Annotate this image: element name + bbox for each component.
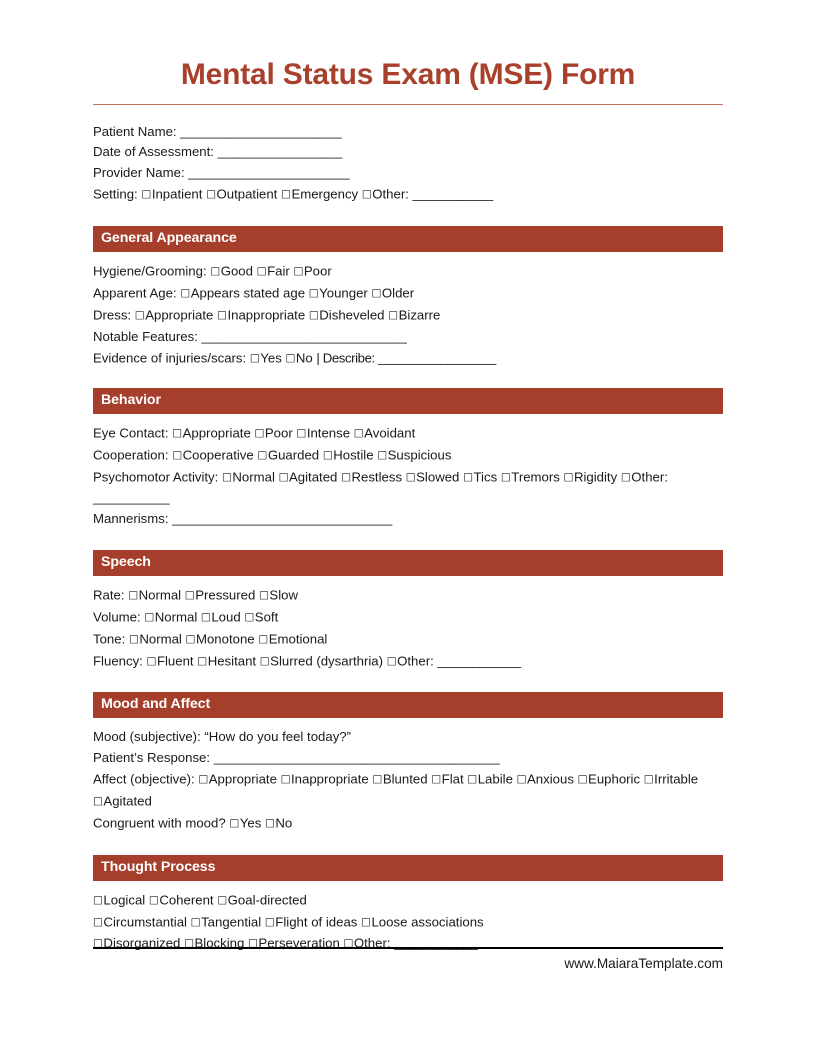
section-body <box>93 576 723 672</box>
option-label: Poor <box>303 263 332 279</box>
footer-website: www.MaiaraTemplate.com <box>564 956 723 971</box>
form-line[interactable] <box>93 445 723 466</box>
option-label: Inappropriate <box>227 307 309 323</box>
option-label: Agitated <box>103 793 152 809</box>
fill-in-blank[interactable]: ____________ <box>394 935 478 951</box>
checkbox-disorganized[interactable]: □ <box>93 937 103 950</box>
option-label: Anxious <box>527 771 578 787</box>
checkbox-agitated[interactable]: □ <box>278 470 289 483</box>
fill-in-blank[interactable]: ____________ <box>437 653 521 669</box>
option-label: Appropriate <box>182 425 255 441</box>
form-line[interactable] <box>93 283 723 304</box>
form-line[interactable] <box>93 651 723 672</box>
option-label: Euphoric <box>588 771 644 787</box>
checkbox-labile[interactable]: □ <box>467 773 478 786</box>
option-label: Loose associations <box>371 914 484 930</box>
form-line[interactable] <box>93 607 723 628</box>
option-label: Normal <box>154 609 201 625</box>
option-label: Slurred (dysarthria) <box>270 653 387 669</box>
checkbox-bizarre[interactable]: □ <box>388 308 399 321</box>
section-body <box>93 414 723 530</box>
form-line[interactable] <box>93 748 723 769</box>
checkbox-emotional[interactable]: □ <box>258 632 269 645</box>
checkbox-logical[interactable]: □ <box>93 893 103 906</box>
checkbox-setting-inpatient[interactable]: □ <box>141 187 152 200</box>
checkbox-fluent[interactable]: □ <box>146 654 157 667</box>
option-label: Tangential <box>201 914 265 930</box>
option-label: Tics <box>473 469 501 485</box>
option-label: Agitated <box>289 469 342 485</box>
checkbox-pressured[interactable]: □ <box>184 589 195 602</box>
field-label: Patient’s Response: _______________________________________ <box>93 750 500 766</box>
option-label: Pressured <box>195 587 259 603</box>
checkbox-loose-associations[interactable]: □ <box>361 915 371 928</box>
checkbox-guarded[interactable]: □ <box>257 448 268 461</box>
option-label: Soft <box>254 609 279 625</box>
option-label: Inappropriate <box>291 771 373 787</box>
provider-name-field[interactable]: Provider Name: ______________________ <box>93 165 350 181</box>
checkbox-avoidant[interactable]: □ <box>353 427 364 440</box>
option-label: Normal <box>138 587 185 603</box>
form-line[interactable] <box>93 327 723 348</box>
option-label: Yes <box>239 815 265 831</box>
section-thought-process <box>93 855 723 955</box>
option-label: Slow <box>269 587 298 603</box>
option-label: No <box>295 350 317 366</box>
option-label: Loud <box>211 609 245 625</box>
checkbox-perseveration[interactable]: □ <box>248 937 258 950</box>
form-line[interactable] <box>93 261 723 282</box>
checkbox-normal[interactable]: □ <box>144 610 155 623</box>
option-label: Normal <box>232 469 279 485</box>
checkbox-good[interactable]: □ <box>210 265 221 278</box>
section-heading: Speech <box>93 550 723 576</box>
date-of-assessment-field[interactable]: Date of Assessment: _________________ <box>93 144 343 160</box>
checkbox-appropriate[interactable]: □ <box>134 308 145 321</box>
checkbox-no[interactable]: □ <box>264 816 275 829</box>
option-label: Appropriate <box>208 771 281 787</box>
option-label: Blocking <box>194 935 248 951</box>
checkbox-other[interactable]: □ <box>386 654 397 667</box>
checkbox-normal[interactable]: □ <box>128 632 139 645</box>
fill-in-blank[interactable]: | Describe: _________________ <box>316 350 496 366</box>
checkbox-slowed[interactable]: □ <box>405 470 416 483</box>
checkbox-inappropriate[interactable]: □ <box>217 308 227 321</box>
field-label: Mannerisms: ______________________________ <box>93 511 393 527</box>
option-label: Other: <box>397 653 438 669</box>
option-label: Goal-directed <box>227 892 307 908</box>
checkbox-appropriate[interactable]: □ <box>198 773 209 786</box>
checkbox-other[interactable]: □ <box>620 470 631 483</box>
section-general-appearance <box>93 226 723 369</box>
checkbox-inappropriate[interactable]: □ <box>280 773 291 786</box>
option-label: Fair <box>267 263 294 279</box>
checkbox-agitated[interactable]: □ <box>93 794 103 807</box>
field-label: Eye Contact: <box>93 425 173 441</box>
field-label: Cooperation: <box>93 447 173 463</box>
option-label: Outpatient <box>216 186 282 202</box>
option-label: Bizarre <box>398 307 441 323</box>
checkbox-tangential[interactable]: □ <box>190 915 201 928</box>
checkbox-normal[interactable]: □ <box>221 470 232 483</box>
checkbox-disheveled[interactable]: □ <box>308 308 319 321</box>
checkbox-yes[interactable]: □ <box>249 351 260 364</box>
option-label: Emotional <box>268 631 328 647</box>
option-label: Other: ___________ <box>372 186 494 202</box>
document-content <box>93 0 723 955</box>
option-label: Irritable <box>654 771 699 787</box>
field-label: Affect (objective): <box>93 771 199 787</box>
checkbox-no[interactable]: □ <box>285 351 296 364</box>
field-label: Congruent with mood? <box>93 815 230 831</box>
option-label: Perseveration <box>258 935 344 951</box>
checkbox-yes[interactable]: □ <box>229 816 240 829</box>
checkbox-anxious[interactable]: □ <box>516 773 527 786</box>
option-label: Flat <box>441 771 468 787</box>
setting-field[interactable]: Setting: □Inpatient □Outpatient □Emergency □Other: ___________ <box>93 186 494 202</box>
checkbox-slurred-dysarthria[interactable]: □ <box>259 654 270 667</box>
section-mood-and-affect <box>93 692 723 834</box>
section-heading: General Appearance <box>93 226 723 252</box>
checkbox-blocking[interactable]: □ <box>184 937 194 950</box>
fill-in-blank[interactable]: ___________ <box>93 490 170 506</box>
checkbox-setting-outpatient[interactable]: □ <box>206 187 216 200</box>
option-label: Fluent <box>156 653 198 669</box>
option-label: Younger <box>319 285 372 301</box>
option-label: Other: <box>353 935 395 951</box>
title-divider <box>93 104 723 105</box>
checkbox-poor[interactable]: □ <box>254 427 265 440</box>
field-label: Dress: <box>93 307 135 323</box>
option-label: Labile <box>477 771 517 787</box>
option-label: Coherent <box>159 892 218 908</box>
option-label: Hostile <box>333 447 378 463</box>
field-label: Mood (subjective): “How do you feel today?” <box>93 728 352 744</box>
checkbox-monotone[interactable]: □ <box>185 632 196 645</box>
option-label: Older <box>381 285 415 301</box>
checkbox-circumstantial[interactable]: □ <box>93 915 103 928</box>
checkbox-goal-directed[interactable]: □ <box>217 893 228 906</box>
checkbox-slow[interactable]: □ <box>258 589 269 602</box>
patient-name-field[interactable]: Patient Name: ______________________ <box>93 123 342 139</box>
checkbox-setting-other[interactable]: □ <box>361 187 372 200</box>
checkbox-hostile[interactable]: □ <box>322 448 333 461</box>
form-line[interactable] <box>93 912 723 933</box>
form-line[interactable] <box>93 467 723 509</box>
field-label: Tone: <box>93 631 129 647</box>
option-label: Avoidant <box>364 425 416 441</box>
checkbox-younger[interactable]: □ <box>308 286 319 299</box>
form-line[interactable] <box>93 727 723 748</box>
checkbox-flat[interactable]: □ <box>431 773 442 786</box>
checkbox-rigidity[interactable]: □ <box>563 470 574 483</box>
checkbox-other[interactable]: □ <box>343 937 354 950</box>
form-line[interactable] <box>93 423 723 444</box>
form-line[interactable] <box>93 890 723 911</box>
section-heading: Mood and Affect <box>93 692 723 718</box>
checkbox-intense[interactable]: □ <box>296 427 307 440</box>
option-label: Normal <box>139 631 186 647</box>
form-line[interactable] <box>93 629 723 650</box>
header-fields <box>93 122 723 206</box>
form-line[interactable] <box>93 585 723 606</box>
field-label: Psychomotor Activity: <box>93 469 222 485</box>
field-label: Notable Features: ____________________________ <box>93 328 407 344</box>
option-label: Restless <box>351 469 406 485</box>
option-label: Rigidity <box>573 469 621 485</box>
field-label: Evidence of injuries/scars: <box>93 350 250 366</box>
checkbox-flight-of-ideas[interactable]: □ <box>264 915 275 928</box>
checkbox-loud[interactable]: □ <box>200 610 211 623</box>
checkbox-coherent[interactable]: □ <box>148 893 159 906</box>
checkbox-soft[interactable]: □ <box>244 610 255 623</box>
checkbox-appropriate[interactable]: □ <box>172 427 183 440</box>
checkbox-restless[interactable]: □ <box>341 470 351 483</box>
checkbox-fair[interactable]: □ <box>256 265 267 278</box>
checkbox-blunted[interactable]: □ <box>372 773 383 786</box>
page-footer <box>93 947 723 974</box>
option-label: Other: <box>631 469 668 485</box>
form-line[interactable] <box>93 769 723 812</box>
form-sections <box>93 226 723 955</box>
option-label: Suspicious <box>387 447 452 463</box>
option-label: Cooperative <box>182 447 258 463</box>
option-label: Disheveled <box>319 307 389 323</box>
field-label: Volume: <box>93 609 145 625</box>
form-line[interactable] <box>93 305 723 326</box>
option-label: Disorganized <box>103 935 185 951</box>
option-label: Yes <box>260 350 286 366</box>
checkbox-cooperative[interactable]: □ <box>172 448 183 461</box>
option-label: Poor <box>264 425 297 441</box>
option-label: Good <box>220 263 257 279</box>
option-label: Slowed <box>416 469 464 485</box>
section-heading: Behavior <box>93 388 723 414</box>
option-label: Appears stated age <box>190 285 309 301</box>
option-label: Hesitant <box>207 653 260 669</box>
checkbox-euphoric[interactable]: □ <box>577 773 588 786</box>
field-label: Fluency: <box>93 653 147 669</box>
option-label: Intense <box>306 425 354 441</box>
option-label: Guarded <box>267 447 323 463</box>
option-label: Blunted <box>382 771 432 787</box>
checkbox-hesitant[interactable]: □ <box>197 654 208 667</box>
field-label: Rate: <box>93 587 129 603</box>
option-label: No <box>275 815 293 831</box>
form-line[interactable] <box>93 813 723 834</box>
section-speech <box>93 550 723 672</box>
checkbox-irritable[interactable]: □ <box>643 773 654 786</box>
section-behavior <box>93 388 723 530</box>
field-label: Apparent Age: <box>93 285 181 301</box>
checkbox-tremors[interactable]: □ <box>500 470 511 483</box>
section-heading: Thought Process <box>93 855 723 881</box>
option-label: Flight of ideas <box>275 914 362 930</box>
section-body <box>93 252 723 369</box>
section-body <box>93 718 723 834</box>
form-line[interactable] <box>93 509 723 530</box>
option-label: Logical <box>103 892 149 908</box>
checkbox-normal[interactable]: □ <box>128 589 139 602</box>
option-label: Circumstantial <box>103 914 191 930</box>
checkbox-older[interactable]: □ <box>371 286 382 299</box>
checkbox-poor[interactable]: □ <box>293 265 304 278</box>
option-label: Inpatient <box>151 186 207 202</box>
checkbox-tics[interactable]: □ <box>463 470 473 483</box>
option-label: Monotone <box>195 631 259 647</box>
checkbox-suspicious[interactable]: □ <box>377 448 388 461</box>
form-line[interactable] <box>93 348 723 369</box>
page-title: Mental Status Exam (MSE) Form <box>180 58 636 91</box>
checkbox-appears-stated-age[interactable]: □ <box>180 286 191 299</box>
field-label: Hygiene/Grooming: <box>93 263 211 279</box>
checkbox-setting-emergency[interactable]: □ <box>281 187 291 200</box>
option-label: Tremors <box>511 469 564 485</box>
option-label: Emergency <box>291 186 362 202</box>
option-label: Appropriate <box>145 307 218 323</box>
section-body <box>93 881 723 955</box>
